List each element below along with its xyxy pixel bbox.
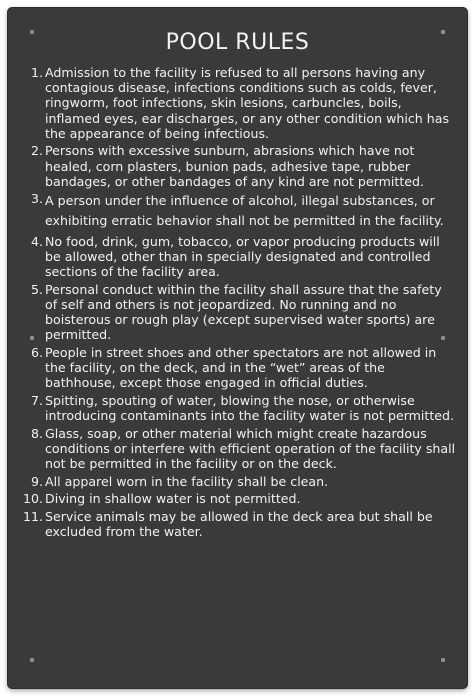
rule-item (18, 426, 457, 472)
rule-text: Spitting, spouting of water, blowing the nose, or otherwise introducing contaminants into the facility water is not permitted. (45, 393, 455, 424)
rule-text: People in street shoes and other spectators are not allowed in the facility, on the deck, and in the “wet” areas of the bathhouse, except those engaged in official duties. (45, 345, 437, 391)
rule-text: Personal conduct within the facility shall assure that the safety of self and others is not jeopardized. No running and no boisterous or rough play (except supervised water sports) are permitted. (45, 281, 442, 343)
rule-item (18, 393, 457, 423)
rule-number: 1. (30, 65, 43, 80)
rule-item (18, 282, 457, 343)
rule-text: All apparel worn in the facility shall be clean. (45, 473, 329, 489)
rule-item (18, 65, 457, 141)
pool-rules-sign (8, 8, 467, 688)
rule-number: 11. (22, 508, 43, 524)
rule-item (18, 345, 457, 391)
rule-number: 4. (30, 233, 43, 249)
rule-item (18, 191, 457, 231)
rule-item (18, 234, 457, 280)
rule-item (18, 491, 457, 506)
rule-item (18, 509, 457, 539)
rules-list (18, 65, 457, 542)
screw-bottom-left-icon (30, 658, 34, 662)
rule-number: 2. (30, 143, 43, 159)
rule-number: 10. (22, 491, 43, 507)
screw-bottom-right-icon (441, 658, 445, 662)
rule-text: Diving in shallow water is not permitted. (45, 491, 301, 507)
rule-text: No food, drink, gum, tobacco, or vapor producing products will be allowed, other than in specially designated and controlled sections of the facility area. (45, 233, 440, 280)
rule-text: Admission to the facility is refused to all persons having any contagious disease, infections conditions such as colds, fever, ringworm, foot infections, skin lesions, carbuncles, boils, inflamed eyes, ear discharges, or any other condition which has the appearance of being infectious. (45, 65, 450, 141)
rule-item (18, 474, 457, 489)
rule-text: Service animals may be allowed in the deck area but shall be excluded from the water. (45, 508, 433, 540)
sign-title: POOL RULES (165, 30, 310, 55)
rule-text: A person under the influence of alcohol, illegal substances, or exhibiting erratic behavior shall not be permitted in the facility. (45, 193, 444, 229)
rule-number: 5. (30, 281, 43, 297)
rule-text: Persons with excessive sunburn, abrasions which have not healed, corn plasters, bunion pads, adhesive tape, rubber bandages, or other bandages of any kind are not permitted. (45, 143, 425, 189)
rule-number: 7. (30, 393, 43, 408)
rule-number: 8. (30, 425, 43, 441)
rule-number: 3. (30, 191, 43, 207)
rule-text: Glass, soap, or other material which might create hazardous conditions or interfere with efficient operation of the facility shall not be permitted in the facility or on the deck. (45, 425, 456, 472)
rule-number: 6. (30, 345, 43, 360)
rule-item (18, 143, 457, 189)
rule-number: 9. (30, 473, 43, 489)
